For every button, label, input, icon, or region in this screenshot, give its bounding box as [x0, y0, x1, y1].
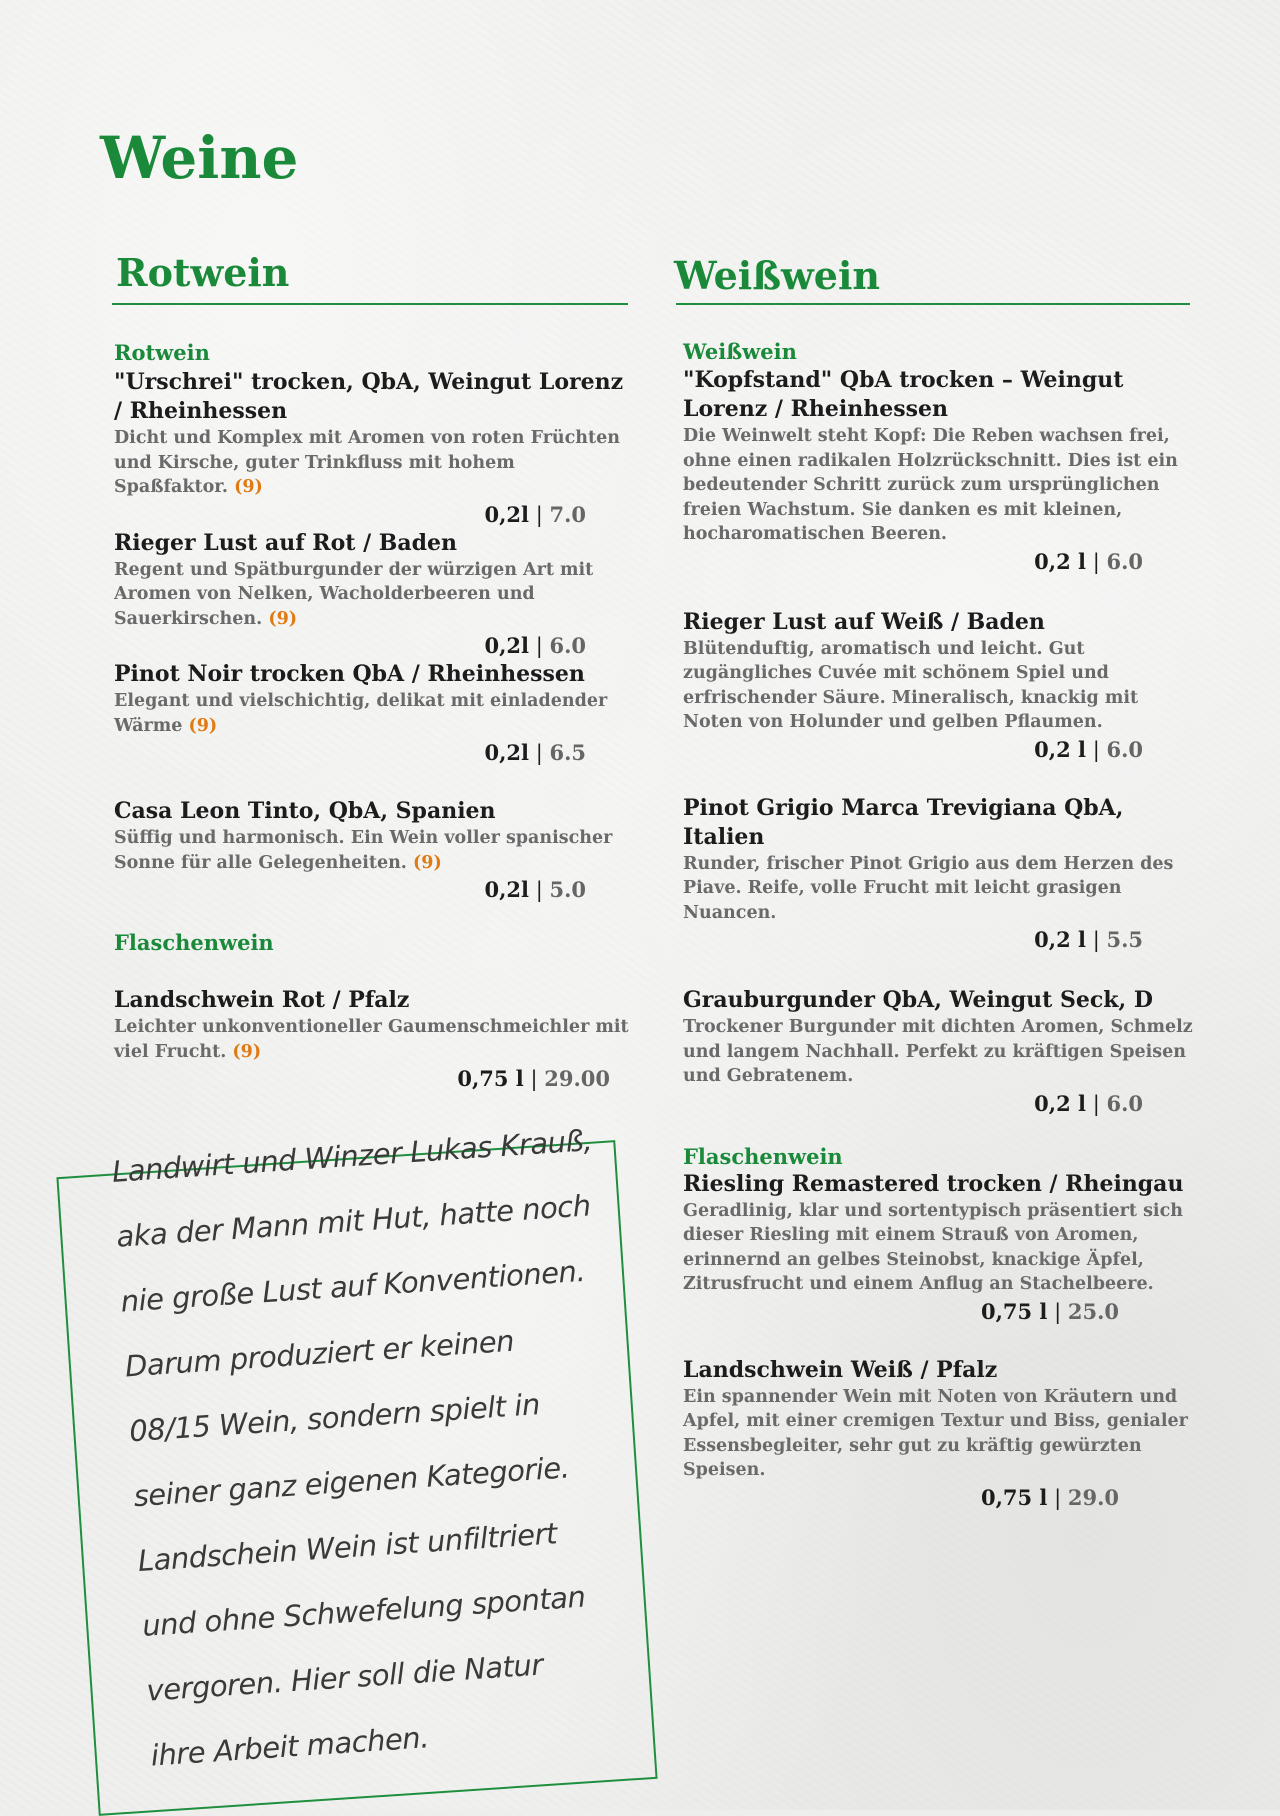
wine-price: 0,75 l | 29.0 [980, 1484, 1119, 1510]
weisswein-subheading: Weißwein [683, 339, 797, 364]
weisswein-heading: Weißwein [674, 253, 881, 298]
wine-name: "Urschrei" trocken, QbA, Weingut Lorenz / Rheinhessen [114, 369, 624, 424]
wine-price: 0,2 l | 6.0 [1034, 736, 1143, 762]
wine-name: Rieger Lust auf Rot / Baden [114, 529, 458, 556]
wine-item [114, 529, 634, 661]
wine-price: 0,75 l | 25.0 [980, 1298, 1119, 1324]
weisswein-rule [676, 303, 1190, 305]
rotwein-heading: Rotwein [116, 250, 290, 295]
wine-name: Pinot Grigio Marca Trevigiana QbA, Italien [683, 794, 1124, 850]
wine-price: 0,2 l | 5.5 [1034, 927, 1143, 952]
rotwein-subheading: Rotwein [114, 340, 210, 365]
wine-price: 0,75 l | 29.00 [457, 1066, 610, 1091]
wine-description: Die Weinwelt steht Kopf: Die Reben wachsen frei, ohne einen radikalen Holzrückschnitt. Dies ist ein bedeutender Schritt zurück zum ursprünglichen freien Wachstum. Sie danken es mit kleinen, hocharomatischen Beeren. [683, 426, 1178, 544]
wine-item [114, 797, 634, 904]
note-line: Darum produziert er keinen [123, 1323, 515, 1384]
wine-price: 0,2 l | 6.0 [1034, 548, 1143, 574]
wine-item [114, 660, 634, 767]
wine-item [683, 794, 1203, 955]
weisswein-column [683, 339, 1203, 1512]
note-line: vergoren. Hier soll die Natur [145, 1647, 544, 1708]
note-line: Landwirt und Winzer Lukas Krauß, [110, 1123, 593, 1189]
note-line: nie große Lust auf Konventionen. [119, 1253, 587, 1319]
wine-price: 0,2l | 5.0 [484, 877, 586, 902]
page-title: Weine [100, 124, 299, 192]
wine-price: 0,2 l | 6.0 [1034, 1090, 1143, 1116]
wine-name: Casa Leon Tinto, QbA, Spanien [114, 798, 496, 824]
allergen-note: (9) [268, 608, 298, 629]
allergen-note: (9) [188, 715, 218, 736]
wine-item [114, 986, 634, 1093]
wine-item [683, 1170, 1203, 1326]
wine-name: Landschwein Rot / Pfalz [114, 987, 410, 1013]
wine-name: Rieger Lust auf Weiß / Baden [683, 608, 1045, 635]
wine-price: 0,2l | 6.5 [484, 740, 586, 765]
wine-price: 0,2l | 7.0 [484, 501, 586, 527]
wine-description: Süffig und harmonisch. Ein Wein voller spanischer Sonne für alle Gelegenheiten. (9) [114, 828, 613, 873]
allergen-note: (9) [234, 477, 263, 497]
wine-item [683, 986, 1203, 1118]
note-line: ihre Arbeit machen. [149, 1720, 430, 1773]
flaschenwein-subheading: Flaschenwein [683, 1143, 843, 1169]
wine-description: Geradlinig, klar und sortentypisch präsentiert sich dieser Riesling mit einem Strauß von Aromen, erinnernd an gelbes Steinobst, knackige Äpfel, Zitrusfrucht und einem Anflug an Stachelbeere. [683, 1200, 1183, 1294]
wine-description: Ein spannender Wein mit Noten von Kräutern und Apfel, mit einer cremigen Textur und Biss, genialer Essensbegleiter, sehr gut zu kräftig gewürzten Speisen. [683, 1386, 1188, 1480]
note-line: 08/15 Wein, sondern spielt in [128, 1387, 541, 1449]
wine-description: Trockener Burgunder mit dichten Aromen, Schmelz und langem Nachhall. Perfekt zu kräftigen Speisen und Gebratenem. [683, 1017, 1193, 1086]
wine-name: "Kopfstand" QbA trocken – Weingut Lorenz / Rheinhessen [683, 367, 1124, 422]
note-line: Landschein Wein ist unfiltriert [136, 1516, 558, 1579]
wine-item [114, 368, 634, 529]
rotwein-column [114, 340, 634, 1093]
wine-description: Blütenduftig, aromatisch und leicht. Gut zugängliches Cuvée mit schönem Spiel und erfrischender Säure. Mineralisch, knackig mit Noten von Holunder und gelben Pflaumen. [683, 638, 1139, 732]
wine-description: Dicht und Komplex mit Aromen von roten Früchten und Kirsche, guter Trinkfluss mit hohem Spaßfaktor. (9) [114, 428, 620, 497]
flaschenwein-subheading: Flaschenwein [114, 930, 274, 955]
handwritten-note-text [110, 1106, 672, 1789]
note-line: und ohne Schwefelung spontan [141, 1579, 587, 1643]
wine-name: Grauburgunder QbA, Weingut Seck, D [683, 987, 1153, 1013]
allergen-note: (9) [232, 1041, 262, 1062]
note-line: seiner ganz eigenen Kategorie. [132, 1450, 571, 1514]
wine-description: Leichter unkonventioneller Gaumenschmeichler mit viel Frucht. (9) [114, 1017, 629, 1062]
wine-name: Landschwein Weiß / Pfalz [683, 1356, 998, 1383]
wine-item [683, 1356, 1203, 1512]
wine-item [683, 608, 1203, 764]
wine-description: Regent und Spätburgunder der würzigen Art mit Aromen von Nelken, Wacholderbeeren und Sauerkirschen. (9) [114, 559, 594, 629]
wine-description: Elegant und vielschichtig, delikat mit einladender Wärme (9) [114, 691, 608, 736]
wine-price: 0,2l | 6.0 [484, 633, 586, 658]
wine-name: Riesling Remastered trocken / Rheingau [683, 1170, 1184, 1197]
wine-description: Runder, frischer Pinot Grigio aus dem Herzen des Piave. Reife, volle Frucht mit leicht grasigen Nuancen. [683, 853, 1174, 923]
wine-name: Pinot Noir trocken QbA / Rheinhessen [114, 661, 585, 687]
wine-item [683, 366, 1203, 576]
allergen-note: (9) [413, 852, 442, 873]
note-line: aka der Mann mit Hut, hatte noch [115, 1188, 592, 1254]
rotwein-rule [112, 303, 628, 305]
